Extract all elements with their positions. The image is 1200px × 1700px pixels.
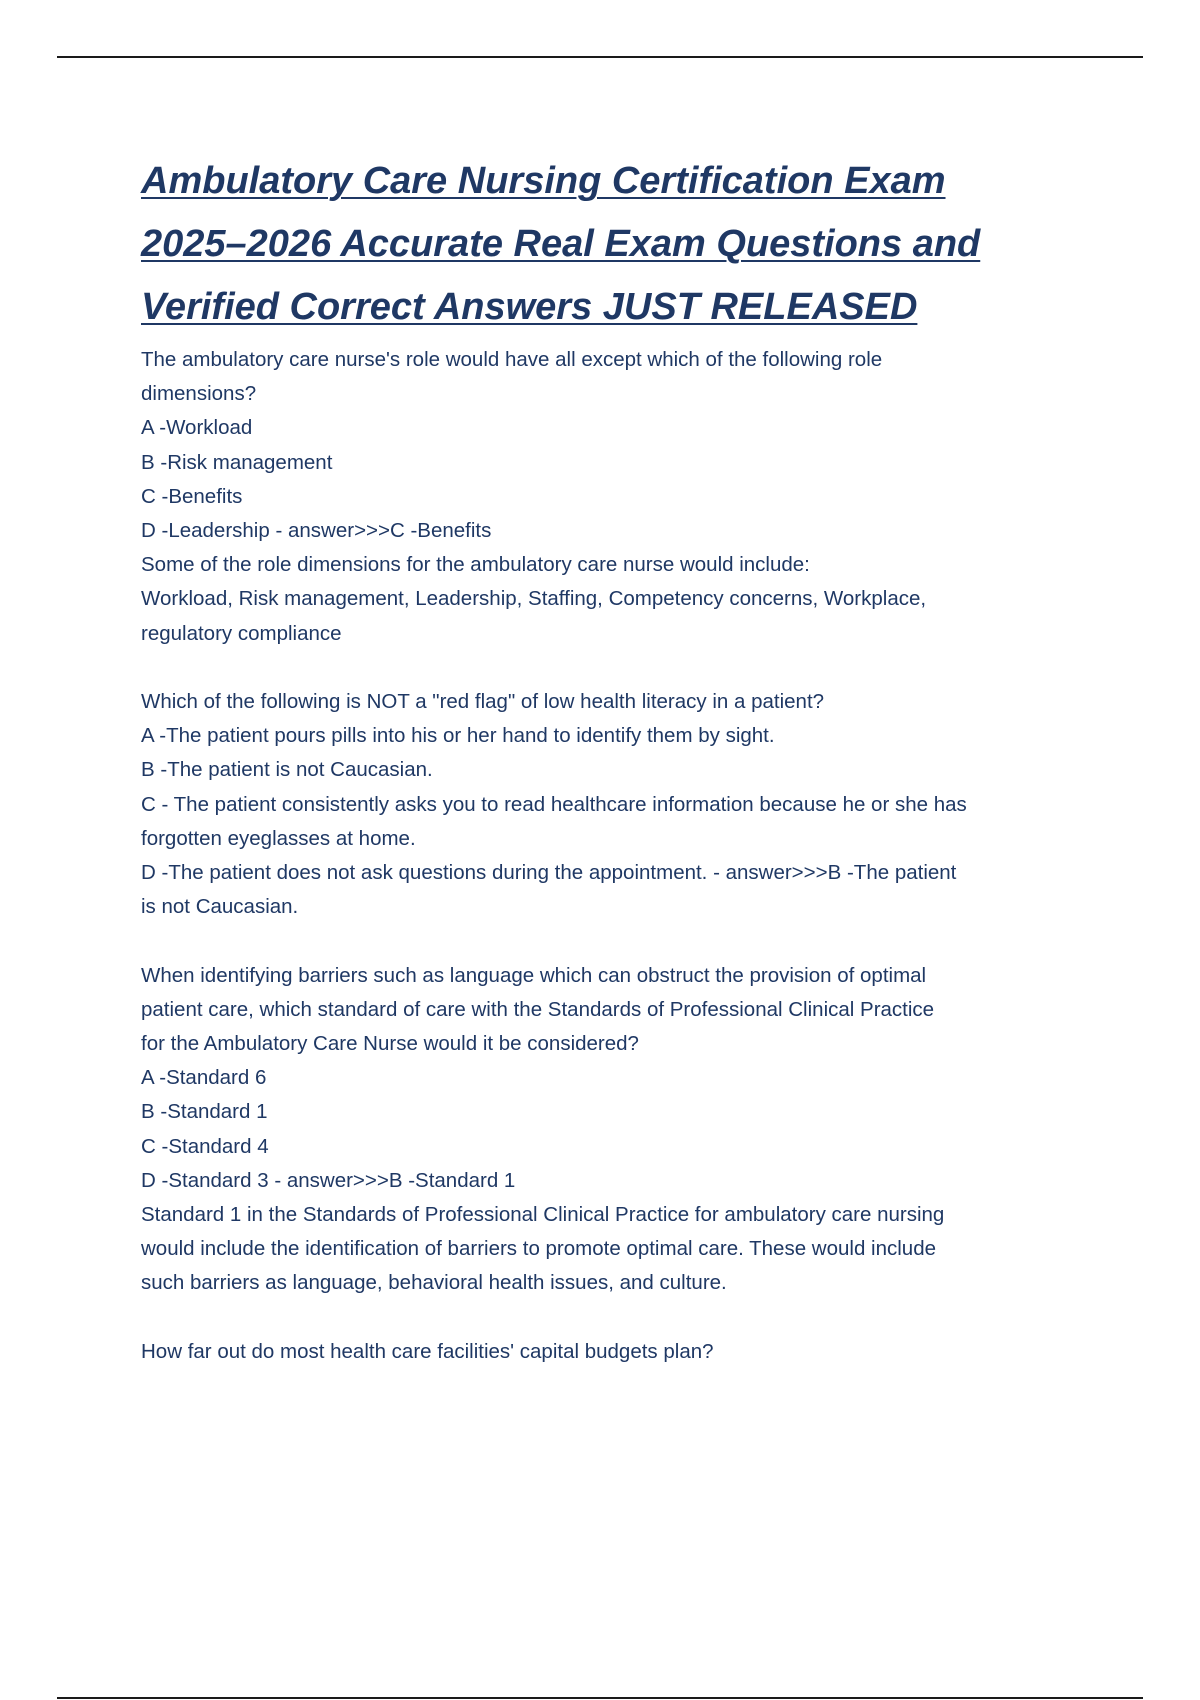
answer-option: A -Workload (141, 416, 253, 440)
document-title (141, 150, 1041, 339)
title-line: 2025–2026 Accurate Real Exam Questions and (141, 223, 981, 265)
question-text: dimensions? (141, 382, 257, 406)
footer-rule (57, 1697, 1143, 1699)
answer-option: D -The patient does not ask questions during the appointment. - answer>>>B -The patient (141, 861, 957, 885)
question-text: When identifying barriers such as language which can obstruct the provision of optimal (141, 963, 927, 987)
answer-option: B -Risk management (141, 450, 333, 474)
answer-option: A -The patient pours pills into his or her hand to identify them by sight. (141, 724, 775, 748)
title-line: Verified Correct Answers JUST RELEASED (141, 286, 918, 328)
question-text: How far out do most health care facilities' capital budgets plan? (141, 1339, 714, 1363)
answer-option: B -Standard 1 (141, 1100, 268, 1124)
rationale-text: such barriers as language, behavioral health issues, and culture. (141, 1271, 727, 1295)
rationale-text: would include the identification of barriers to promote optimal care. These would include (141, 1237, 937, 1261)
header-rule (57, 56, 1143, 58)
answer-option: C -Standard 4 (141, 1134, 269, 1158)
question-text: patient care, which standard of care with the Standards of Professional Clinical Practice (141, 997, 935, 1021)
answer-option: C -Benefits (141, 484, 243, 508)
answer-option: D -Leadership - answer>>>C -Benefits (141, 519, 492, 543)
question-block-2 (141, 685, 1041, 924)
question-block-1 (141, 343, 1041, 651)
question-text: for the Ambulatory Care Nurse would it be considered? (141, 1032, 639, 1056)
paragraph-gap (141, 651, 1041, 685)
question-text: The ambulatory care nurse's role would have all except which of the following role (141, 348, 883, 371)
answer-option: is not Caucasian. (141, 895, 299, 919)
paragraph-gap (141, 924, 1041, 958)
rationale-text: Workload, Risk management, Leadership, Staffing, Competency concerns, Workplace, (141, 587, 927, 611)
answer-option: B -The patient is not Caucasian. (141, 758, 433, 782)
rationale-text: regulatory compliance (141, 621, 342, 645)
answer-option: C - The patient consistently asks you to read healthcare information because he or she has (141, 792, 967, 816)
question-text: Which of the following is NOT a "red flag" of low health literacy in a patient? (141, 690, 825, 714)
title-line: Ambulatory Care Nursing Certification Exam (141, 160, 946, 202)
answer-option: A -Standard 6 (141, 1066, 267, 1090)
rationale-text: Standard 1 in the Standards of Professional Clinical Practice for ambulatory care nursing (141, 1203, 945, 1227)
rationale-text: Some of the role dimensions for the ambulatory care nurse would include: (141, 553, 810, 577)
question-block-3 (141, 959, 1041, 1301)
answer-option: forgotten eyeglasses at home. (141, 826, 416, 850)
paragraph-gap (141, 1301, 1041, 1335)
question-block-4 (141, 1335, 1041, 1369)
document-body (141, 150, 1041, 1369)
answer-option: D -Standard 3 - answer>>>B -Standard 1 (141, 1168, 516, 1192)
